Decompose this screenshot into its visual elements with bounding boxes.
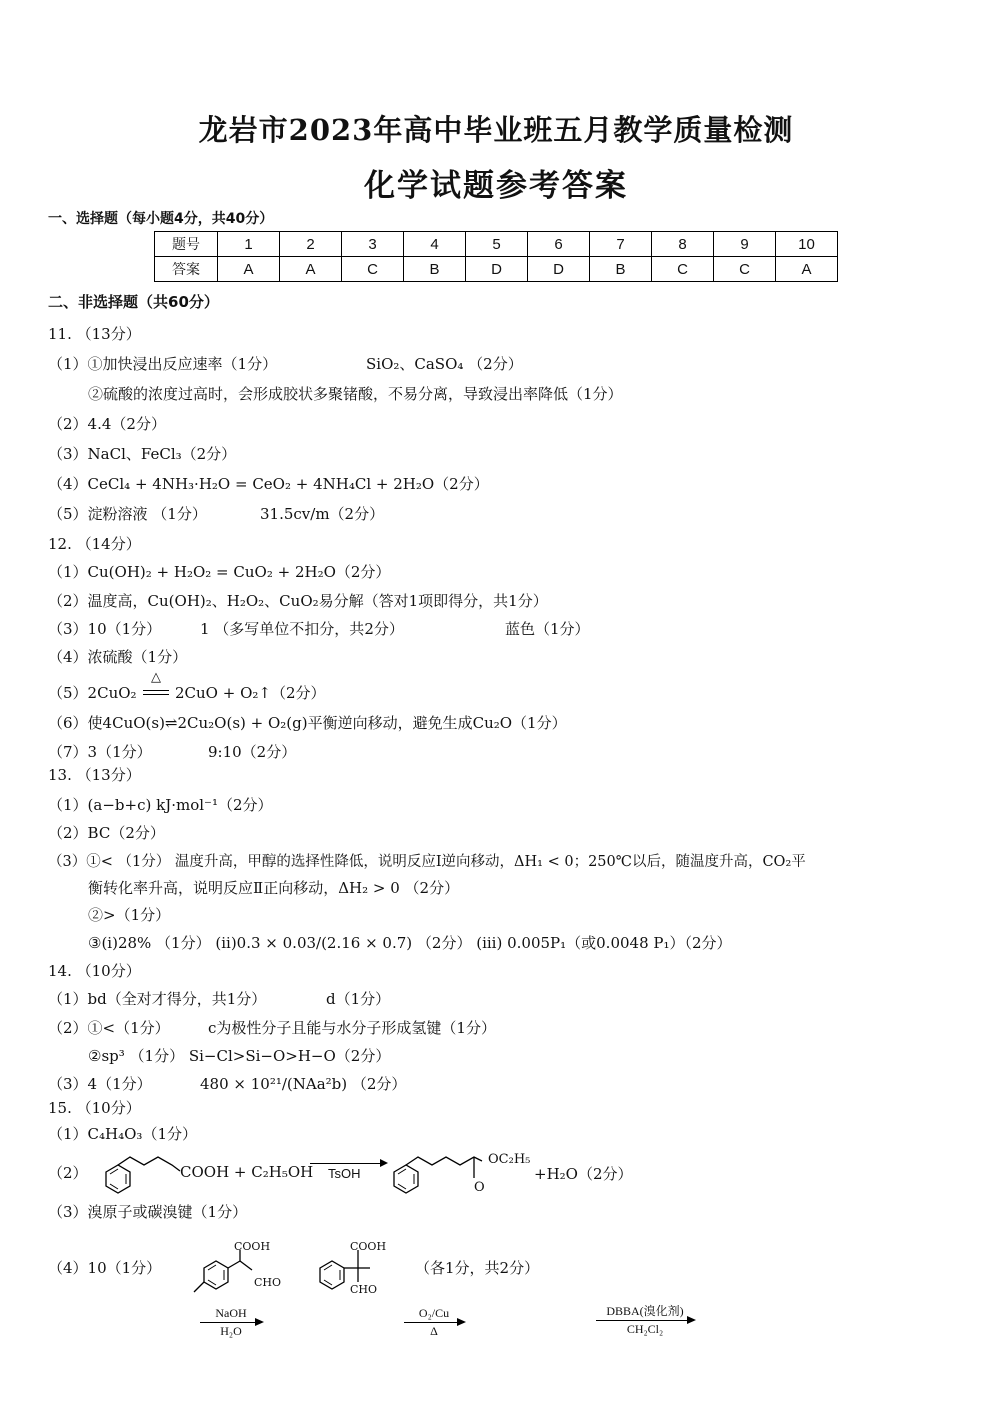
catalyst-text: TsOH	[328, 1166, 361, 1181]
q15-heading: 15. （10分）	[48, 1099, 141, 1117]
arrow-1	[200, 1306, 262, 1339]
table-header-answer: 答案	[155, 257, 218, 282]
q11-line: （2）4.4（2分）	[48, 415, 166, 433]
q11-line: （5）淀粉溶液 （1分）	[48, 505, 207, 523]
arrow-shaft	[200, 1322, 262, 1323]
page-subtitle: 化学试题参考答案	[364, 168, 628, 204]
cho-label: CHO	[254, 1276, 282, 1289]
table-cell: D	[528, 257, 590, 282]
q15-line: +H₂O（2分）	[534, 1165, 633, 1183]
cooh-label: COOH	[234, 1240, 271, 1253]
table-cell: 10	[776, 232, 838, 257]
equals-line	[143, 694, 169, 695]
q15-line: （3）溴原子或碳溴键（1分）	[48, 1203, 248, 1221]
table-cell: 8	[652, 232, 714, 257]
q13-line: （2）BC（2分）	[48, 824, 165, 842]
table-cell: 3	[342, 232, 404, 257]
table-cell: 7	[590, 232, 652, 257]
equals-line	[143, 690, 169, 691]
table-cell: 5	[466, 232, 528, 257]
q12-line: （7）3（1分）	[48, 743, 152, 761]
q12-line: 2CuO + O₂↑（2分）	[175, 684, 326, 702]
table-cell: A	[218, 257, 280, 282]
cooh-label: COOH	[350, 1240, 387, 1253]
q14-line: （2）①<（1分）	[48, 1019, 170, 1037]
q12-line: （5）2CuO₂	[48, 684, 137, 702]
arrow-1-bottom: H₂O	[220, 1324, 242, 1338]
table-cell: 2	[280, 232, 342, 257]
q12-line: 1 （多写单位不扣分，共2分）	[200, 620, 404, 638]
arrow-3-top: DBBA(溴化剂)	[606, 1304, 684, 1318]
q12-line: （1）Cu(OH)₂ + H₂O₂ = CuO₂ + 2H₂O（2分）	[48, 563, 391, 581]
table-row-answers	[155, 257, 838, 282]
q11-heading: 11. （13分）	[48, 325, 141, 343]
section-nonchoice-heading: 二、非选择题（共60分）	[48, 293, 219, 311]
arrow-3-bottom: CH₂Cl₂	[626, 1322, 664, 1336]
arrow-shaft	[596, 1320, 694, 1321]
table-row-numbers	[155, 232, 838, 257]
q12-line: （4）浓硫酸（1分）	[48, 648, 188, 666]
table-header-number: 题号	[155, 232, 218, 257]
table-cell: 6	[528, 232, 590, 257]
q13-line: （3）①< （1分） 温度升高，甲醇的选择性降低，说明反应Ⅰ逆向移动，ΔH₁ < 0；250℃以后，随温度升高，CO₂平	[48, 854, 806, 870]
table-cell: 1	[218, 232, 280, 257]
arrow-shaft	[404, 1322, 464, 1323]
arrow-head-icon	[457, 1318, 466, 1326]
arrow-head-icon	[687, 1316, 696, 1324]
table-cell: B	[404, 257, 466, 282]
page-title: 龙岩市2023年高中毕业班五月教学质量检测	[198, 113, 794, 147]
cho-label: CHO	[350, 1283, 378, 1296]
q11-line: ②硫酸的浓度过高时，会形成胶状多聚锗酸，不易分离，导致浸出率降低（1分）	[88, 385, 623, 403]
q14-line: 480 × 10²¹/(NAa²b) （2分）	[200, 1075, 407, 1093]
answer-table	[154, 231, 838, 282]
q12-line: 9:10（2分）	[208, 743, 297, 761]
q15-line: （各1分，共2分）	[415, 1259, 540, 1277]
q13-line: ②>（1分）	[88, 906, 171, 924]
q11-line: 31.5cv/m（2分）	[260, 505, 385, 523]
q12-line: （2）温度高，Cu(OH)₂、H₂O₂、CuO₂易分解（答对1项即得分，共1分）	[48, 592, 548, 610]
q13-line: 衡转化率升高，说明反应Ⅱ正向移动，ΔH₂ > 0 （2分）	[88, 879, 460, 897]
table-cell: A	[280, 257, 342, 282]
q12-heading: 12. （14分）	[48, 535, 141, 553]
table-cell: C	[652, 257, 714, 282]
arrow-3	[596, 1302, 694, 1337]
q15-line: （1）C₄H₄O₃（1分）	[48, 1125, 197, 1143]
arrow-2-bottom: Δ	[430, 1324, 438, 1338]
table-cell: C	[714, 257, 776, 282]
arrow-2-top: O₂/Cu	[418, 1306, 450, 1320]
q13-heading: 13. （13分）	[48, 766, 141, 784]
reagent-text: COOH + C₂H₅OH	[180, 1163, 314, 1181]
q14-heading: 14. （10分）	[48, 962, 141, 980]
arrow-1-top: NaOH	[215, 1306, 247, 1320]
q14-line: d（1分）	[326, 990, 391, 1008]
table-cell: B	[590, 257, 652, 282]
q11-line: （4）CeCl₄ + 4NH₃·H₂O = CeO₂ + 4NH₄Cl + 2H₂O（2分）	[48, 475, 489, 493]
arrow-2	[404, 1306, 464, 1339]
q15-line: （2）	[48, 1164, 88, 1182]
carbonyl-o-text: O	[474, 1180, 485, 1195]
q12-line: （3）10（1分）	[48, 620, 162, 638]
table-cell: C	[342, 257, 404, 282]
q14-line: （1）bd（全对才得分，共1分）	[48, 990, 267, 1008]
table-cell: 9	[714, 232, 776, 257]
q13-line: ③(i)28% （1分） (ii)0.3 × 0.03/(2.16 × 0.7) （2分） (iii) 0.005P₁（或0.0048 P₁）（2分）	[88, 934, 732, 952]
q14-line: ②sp³ （1分） Si−Cl>Si−O>H−O（2分）	[88, 1047, 391, 1065]
q11-line: （1）①加快浸出反应速率（1分）	[48, 355, 278, 373]
q13-line: （1）(a−b+c) kJ·mol⁻¹（2分）	[48, 796, 273, 814]
q11-line: SiO₂、CaSO₄ （2分）	[366, 355, 523, 373]
table-cell: A	[776, 257, 838, 282]
q11-line: （3）NaCl、FeCl₃（2分）	[48, 445, 237, 463]
q12-line: （6）使4CuO(s)⇌2Cu₂O(s) + O₂(g)平衡逆向移动，避免生成Cu₂O（1分）	[48, 714, 567, 732]
phenylbutanoic-structure	[88, 1148, 193, 1198]
heat-condition: △	[151, 670, 161, 685]
table-cell: D	[466, 257, 528, 282]
q14-line: （3）4（1分）	[48, 1075, 152, 1093]
q12-line: 蓝色（1分）	[505, 620, 590, 638]
section-choice-heading: 一、选择题（每小题4分，共40分）	[48, 211, 274, 227]
q15-line: （4）10（1分）	[48, 1259, 162, 1277]
q14-line: c为极性分子且能与水分子形成氢键（1分）	[208, 1019, 496, 1037]
arrow-head-icon	[255, 1318, 264, 1326]
arrow-line	[310, 1163, 386, 1164]
table-cell: 4	[404, 232, 466, 257]
ester-group-text: OC₂H₅	[488, 1152, 531, 1167]
